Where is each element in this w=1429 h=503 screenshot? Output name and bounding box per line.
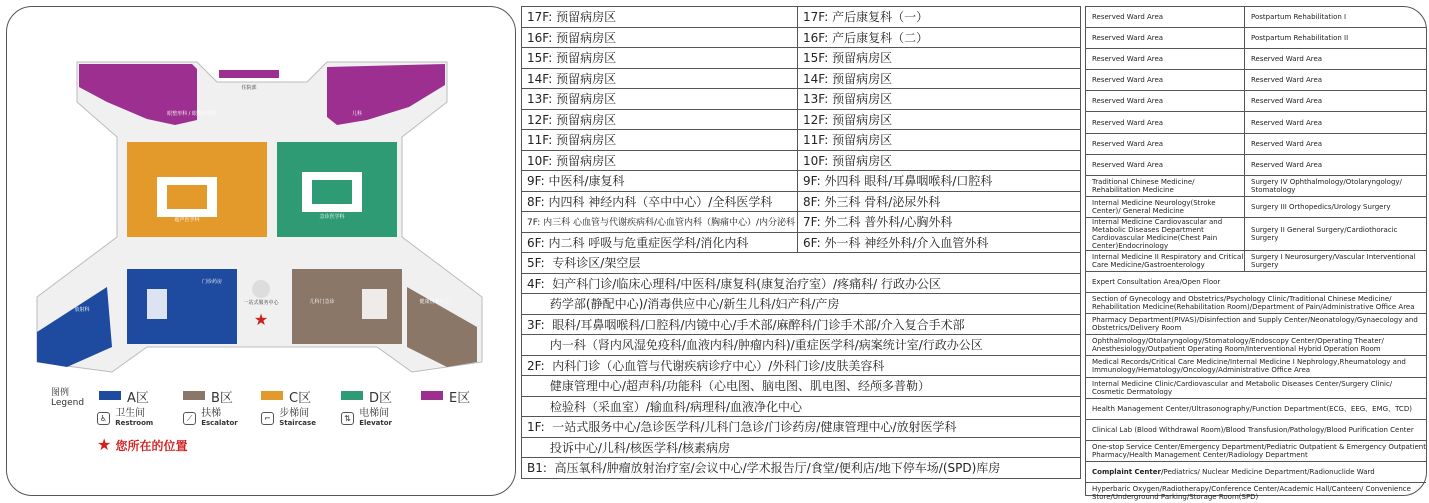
table-row [1086, 91, 1426, 112]
floor-cell-en-right: Postpartum Rehabilitation II [1245, 28, 1427, 49]
floor-cell-wide: 2F: 内科门诊（心血管与代谢疾病诊疗中心）/外科门诊/皮肤美容科 [522, 355, 1081, 376]
table-row [522, 171, 1081, 192]
floor-cell-en-right: Reserved Ward Area [1245, 49, 1427, 70]
elevator-icon: ⇅ [341, 412, 354, 425]
floor-cell-wide: 投诉中心/儿科/核医学科/核素病房 [522, 437, 1081, 458]
floor-cell-en-wide: Ophthalmology/Otolaryngology/Stomatology/Endoscopy Center/Operating Theater/ Anesthesiology/Outpatient Operating Room/Interventional Hybrid Operation Room [1086, 335, 1426, 356]
label-e-mid: 住院部 [241, 85, 257, 91]
table-row [1086, 482, 1426, 503]
floor-cell-wide: B1: 高压氧科/肿瘤放射治疗室/会议中心/学术报告厅/食堂/便利店/地下停车场/(SPD)库房 [522, 458, 1081, 479]
table-row [1086, 398, 1426, 419]
legend-restroom: ♿ 卫生间 Restroom [97, 409, 153, 428]
floor-cell-left: 11F: 预留病房区 [522, 130, 798, 151]
complaint-center-label: Complaint Center/ [1092, 467, 1164, 476]
directory-cn-panel [521, 6, 1081, 494]
table-row [522, 68, 1081, 89]
floor-cell-left: 9F: 中医科/康复科 [522, 171, 798, 192]
floor-cell-en-wide: Health Management Center/Ultrasonography/Function Department(ECG、EEG、EMG、TCD) [1086, 398, 1426, 419]
label-a-left: 放射科 [74, 307, 90, 313]
zone-d-swatch [341, 391, 363, 400]
you-are-here-star: ★ [253, 310, 269, 329]
table-row [1086, 217, 1426, 250]
label-center: 一站式服务中心 [243, 300, 279, 306]
table-row [522, 376, 1081, 397]
floor-cell-left: 6F: 内二科 呼吸与危重症医学科/消化内科 [522, 232, 798, 253]
table-row [522, 355, 1081, 376]
legend-title: 图例 Legend [51, 388, 85, 408]
table-row [522, 314, 1081, 335]
floor-cell-right: 7F: 外二科 普外科/心胸外科 [798, 212, 1081, 233]
floor-cell-wide: 药学部(静配中心)/消毒供应中心/新生儿科/妇产科/产房 [522, 294, 1081, 315]
floor-cell-right: 13F: 预留病房区 [798, 89, 1081, 110]
table-row [1086, 335, 1426, 356]
table-row [522, 458, 1081, 479]
floor-cell-en-right: Reserved Ward Area [1245, 70, 1427, 91]
floor-cell-en-wide: Clinical Lab (Blood Withdrawal Room)/Blood Transfusion/Pathology/Blood Purification Center [1086, 419, 1426, 440]
zone-b-swatch [183, 391, 205, 400]
zone-e-top [219, 70, 279, 78]
table-row [522, 417, 1081, 438]
floor-cell-right: 12F: 预留病房区 [798, 109, 1081, 130]
floor-cell-left: 7F: 内三科 心血管与代谢疾病科/心血管内科（胸痛中心）/内分泌科 [522, 212, 798, 233]
label-e-right: 儿科 [351, 111, 362, 117]
floor-cell-right: 17F: 产后康复科（一） [798, 7, 1081, 28]
label-d-block: 急诊医学科 [319, 214, 345, 220]
table-row [1086, 49, 1426, 70]
staircase-icon: ⌐ [261, 412, 274, 425]
floor-cell-en-left: Reserved Ward Area [1086, 7, 1245, 28]
directory-en-table [1086, 7, 1426, 503]
floor-cell-en-left: Reserved Ward Area [1086, 49, 1245, 70]
table-row [1086, 112, 1426, 133]
label-b-left: 儿科门急诊 [309, 299, 335, 305]
floor-cell-left: 10F: 预留病房区 [522, 150, 798, 171]
zone-b-label: B区 [211, 391, 233, 406]
floor-cell-en-wide: Expert Consultation Area/Open Floor [1086, 272, 1426, 293]
floor-cell-wide: 检验科（采血室）/输血科/病理科/血液净化中心 [522, 396, 1081, 417]
floor-cell-en-left: Internal Medicine Neurology(Stroke Center)/ General Medicine [1086, 196, 1245, 217]
table-row [522, 335, 1081, 356]
zone-c-label: C区 [289, 391, 312, 406]
floor-cell-left: 16F: 预留病房区 [522, 27, 798, 48]
center-circle [252, 280, 270, 298]
restroom-icon: ♿ [97, 412, 110, 425]
floor-cell-en-wide [1086, 461, 1426, 482]
table-row [1086, 175, 1426, 196]
table-row [1086, 356, 1426, 377]
label-c-block: 超声医学科 [174, 217, 200, 223]
floor-cell-en-wide: Hyperbaric Oxygen/Radiotherapy/Conference Center/Academic Hall/Canteen/ Convenience Store/Underground Parking/Storage Room(SPD) [1092, 485, 1411, 502]
floor-cell-en-right: Reserved Ward Area [1245, 133, 1427, 154]
floor-cell-en-left: Reserved Ward Area [1086, 112, 1245, 133]
table-row [522, 191, 1081, 212]
table-row [522, 396, 1081, 417]
floor-cell-right: 8F: 外三科 骨科/泌尿外科 [798, 191, 1081, 212]
floor-cell-en-left: Reserved Ward Area [1086, 133, 1245, 154]
floor-cell-left: 15F: 预留病房区 [522, 48, 798, 69]
floor-cell-en-right: Surgery II General Surgery/Cardiothoracic Surgery [1245, 217, 1427, 250]
table-row [522, 294, 1081, 315]
floor-cell-left: 8F: 内四科 神经内科（卒中中心）/全科医学科 [522, 191, 798, 212]
floor-cell-en-wide: Internal Medicine Clinic/Cardiovascular and Metabolic Diseases Center/Surgery Clinic/ Cosmetic Dermatology [1086, 377, 1426, 398]
table-row [1086, 314, 1426, 335]
floor-cell-en-right: Reserved Ward Area [1245, 154, 1427, 175]
floor-cell-en-right: Surgery IV Ophthalmology/Otolaryngology/ Stomatology [1245, 175, 1427, 196]
table-row [522, 212, 1081, 233]
directory-en-panel [1085, 6, 1427, 502]
floor-cell-en-right: Surgery I Neurosurgery/Vascular Interventional Surgery [1245, 250, 1427, 271]
table-row [1086, 28, 1426, 49]
table-row [1086, 7, 1426, 28]
floor-cell-en-left: Reserved Ward Area [1086, 70, 1245, 91]
table-row [1086, 377, 1426, 398]
floor-cell-en-wide: Medical Records/Critical Care Medicine/Internal Medicine I Nephrology,Rheumatology and Immunology/Hematology/Oncology/Administrative Office Area [1086, 356, 1426, 377]
floor-cell-en-wide: One-stop Service Center/Emergency Department/Pediatric Outpatient & Emergency Outpatient Pharmacy/Health Management Center/Radiology Department [1086, 440, 1426, 461]
floor-cell-right: 14F: 预留病房区 [798, 68, 1081, 89]
legend-escalator: ⟋ 扶梯 Escalator [183, 409, 238, 428]
complaint-row-text: Pediatrics/ Nuclear Medicine Department/Radionuclide Ward [1163, 467, 1375, 476]
floor-cell-en-left: Reserved Ward Area [1086, 28, 1245, 49]
table-row [1086, 154, 1426, 175]
table-row [522, 253, 1081, 274]
table-row [522, 89, 1081, 110]
floor-cell-wide: 4F: 妇产科门诊/临床心理科/中医科/康复科(康复治疗室）/疼痛科/ 行政办公区 [522, 273, 1081, 294]
zone-e-swatch [421, 391, 443, 400]
table-row [1086, 133, 1426, 154]
legend-elevator: ⇅ 电梯间 Elevator [341, 409, 392, 428]
floor-cell-wide: 健康管理中心/超声科/功能科（心电图、脑电图、肌电图、经颅多普勒） [522, 376, 1081, 397]
zone-d-label: D区 [369, 391, 393, 406]
table-row [1086, 293, 1426, 314]
table-row [1086, 70, 1426, 91]
floor-cell-right: 16F: 产后康复科（二） [798, 27, 1081, 48]
floor-cell-en-left: Internal Medicine Cardiovascular and Metabolic Diseases Department Cardiovascular Medicine(Chest Pain Center)Endocrinology [1086, 217, 1245, 250]
table-row [522, 232, 1081, 253]
floor-cell-right: 9F: 外四科 眼科/耳鼻咽喉科/口腔科 [798, 171, 1081, 192]
escalator-icon: ⟋ [183, 412, 196, 425]
table-row [522, 437, 1081, 458]
label-b-right: 健康管理中心 [419, 299, 450, 305]
floor-cell-left: 12F: 预留病房区 [522, 109, 798, 130]
table-row [522, 27, 1081, 48]
you-are-here-legend: ★ 您所在的位置 [97, 435, 188, 454]
floor-cell-right: 6F: 外一科 神经外科/介入血管外科 [798, 232, 1081, 253]
floor-cell-wide: 内一科（肾内风湿免疫科/血液内科/肿瘤内科)/重症医学科/病案统计室/行政办公区 [522, 335, 1081, 356]
label-e-left: 眼整形科 / 眼整形外科 [167, 111, 217, 117]
zone-c-swatch [261, 391, 283, 400]
table-row [522, 150, 1081, 171]
floor-cell-en-right: Reserved Ward Area [1245, 112, 1427, 133]
table-row [1086, 196, 1426, 217]
floor-cell-en-left: Reserved Ward Area [1086, 91, 1245, 112]
table-row [1086, 440, 1426, 461]
zone-a-swatch [99, 391, 121, 400]
zone-a-label: A区 [127, 391, 149, 406]
floor-cell-left: 14F: 预留病房区 [522, 68, 798, 89]
star-icon: ★ [97, 435, 112, 454]
floor-cell-en-left: Reserved Ward Area [1086, 154, 1245, 175]
floor-cell-wide: 5F: 专科诊区/架空层 [522, 253, 1081, 274]
floor-cell-right: 11F: 预留病房区 [798, 130, 1081, 151]
legend-staircase: ⌐ 步梯间 Staircase [261, 409, 316, 428]
table-row [522, 7, 1081, 28]
table-row [522, 109, 1081, 130]
floor-cell-en-left: Traditional Chinese Medicine/ Rehabilitation Medicine [1086, 175, 1245, 196]
floor-cell-en-wide: Pharmacy Department(PIVAS)/Disinfection and Supply Center/Neonatology/Gynaecology and Obstetrics/Delivery Room [1086, 314, 1426, 335]
table-row [1086, 419, 1426, 440]
floor-cell-left: 17F: 预留病房区 [522, 7, 798, 28]
floor-map-panel [6, 6, 516, 496]
table-row [522, 130, 1081, 151]
floor-cell-en-left: Internal Medicine II Respiratory and Critical Care Medicine/Gastroenterology [1086, 250, 1245, 271]
table-row [1086, 272, 1426, 293]
floor-cell-wide: 3F: 眼科/耳鼻咽喉科/口腔科/内镜中心/手术部/麻醉科/门诊手术部/介入复合手术部 [522, 314, 1081, 335]
label-a-block: 门诊药房 [201, 279, 222, 285]
floor-cell-en-right: Surgery III Orthopedics/Urology Surgery [1245, 196, 1427, 217]
floor-cell-wide: 1F: 一站式服务中心/急诊医学科/儿科门急诊/门诊药房/健康管理中心/放射医学科 [522, 417, 1081, 438]
floor-cell-en-wide: Section of Gynecology and Obstetrics/Psychology Clinic/Traditional Chinese Medicine/ Rehabilitation Medicine(Rehabilitation Room)/Department of Pain/Administrative Office Area [1086, 293, 1426, 314]
floor-cell-en-right: Reserved Ward Area [1245, 91, 1427, 112]
table-row [1086, 461, 1426, 482]
floor-cell-right: 15F: 预留病房区 [798, 48, 1081, 69]
table-row [1086, 250, 1426, 271]
floor-cell-right: 10F: 预留病房区 [798, 150, 1081, 171]
table-row [522, 273, 1081, 294]
zone-e-label: E区 [449, 391, 471, 406]
table-row [522, 48, 1081, 69]
floor-cell-en-right: Postpartum Rehabilitation I [1245, 7, 1427, 28]
floor-cell-left: 13F: 预留病房区 [522, 89, 798, 110]
directory-cn-table [521, 6, 1081, 479]
